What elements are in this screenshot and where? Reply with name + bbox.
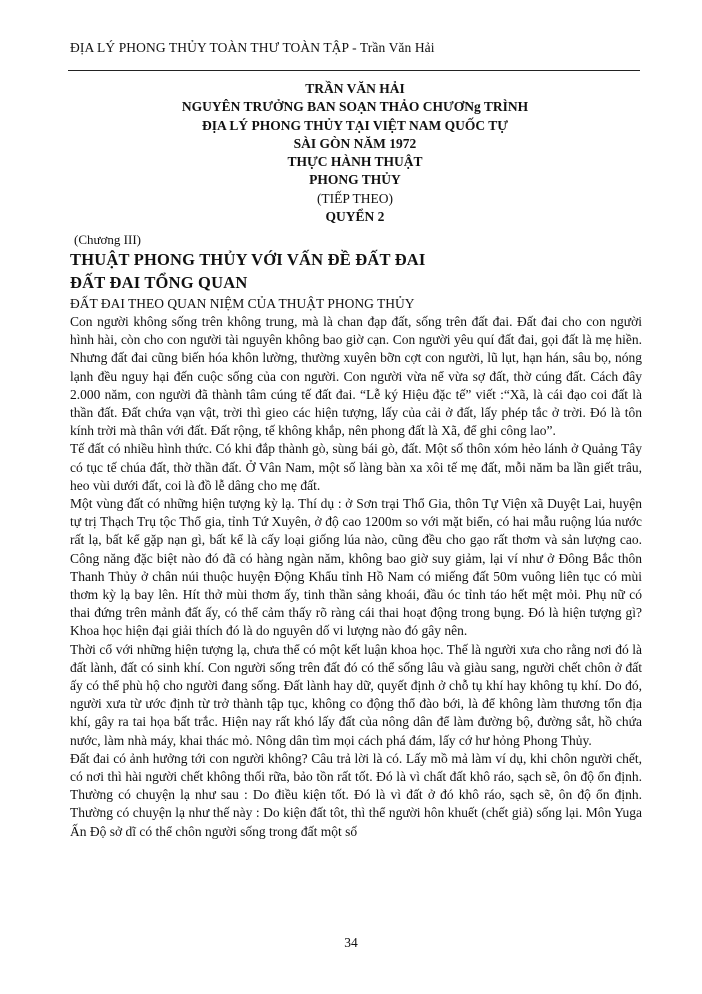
title-line-4: SÀI GÒN NĂM 1972: [293, 135, 417, 151]
chapter-heading: THUẬT PHONG THỦY VỚI VẤN ĐỀ ĐẤT ĐAI: [70, 250, 426, 269]
title-line-7: (TIẾP THEO): [316, 190, 394, 206]
body-text: [70, 313, 642, 841]
subsection-heading: ĐẤT ĐAI THEO QUAN NIỆM CỦA THUẬT PHONG THỦY: [70, 296, 415, 311]
running-header: ĐỊA LÝ PHONG THỦY TOÀN THƯ TOÀN TẬP - Trần Văn Hải: [70, 40, 435, 55]
title-line-5: THỰC HÀNH THUẬT: [287, 154, 423, 170]
page-number: 34: [344, 935, 358, 950]
paragraph: Thời cổ với những hiện tượng lạ, chưa thể có một kết luận khoa học. Thế là người xưa cho rằng nơi đó là đất lành, đất có sinh khí. Con người sống trên đất đó có thể sống lâu và giàu sang, người chết chôn ở đất ấy có thể phù hộ cho người đang sống. Đất lành hay dữ, quyết định ở chỗ tụ khí hay không tụ khí. Do đó, người xưa từ ước định từ trở thành tập tục, không co động thổ đào bới, là để không làm thương tổn địa khí, gây ra tai họa bất trắc. Hiện nay rất khó lấy đất của nông dân để làm đường bộ, đường sắt, hồ chứa nước, làm nhà máy, khai thác mỏ. Nông dân tìm mọi cách phá đám, lấy cớ hư hỏng Phong Thủy.: [70, 641, 642, 748]
paragraph: Một vùng đất có những hiện tượng kỳ lạ. Thí dụ : ở Sơn trại Thổ Gia, thôn Tự Viện xã Duyệt Lai, huyện tự trị Thạch Trụ tộc Thổ gia, tỉnh Tứ Xuyên, ở độ cao 1200m so với mặt biển, có hai mẫu ruộng lúa nước rất lạ, bất kể gặp nạn gì, bất kể là cấy loại giống lúa nào, cũng đều cho gạo rất thơm và sản lượng cao. Công năng đặc biệt nào đó đã có hàng ngàn năm, không bao giờ suy giảm, lại ví như ở Đông Bắc thôn Thanh Thủy ở chân núi thuộc huyện Động Khẩu tỉnh Hồ Nam có miếng đất 50m vuông liên tục có mùi thơm kỳ lạ bay lên. Hít thở mùi thơm ấy, tinh thần sảng khoái, đầu óc tỉnh táo hết mệt mỏi. Phụ nữ có thai đứng trên mảnh đất ấy, có thể cảm thấy rõ ràng cái thai hoạt động trong bụng. Đó là hiện tượng gì? Khoa học hiện đại giải thích đó là do nguyên dố vi lượng nào đó gây nên.: [70, 496, 642, 639]
volume-line: QUYỂN 2: [325, 209, 385, 225]
title-line-2: NGUYÊN TRƯỞNG BAN SOẠN THẢO CHƯƠNg TRÌNH: [181, 99, 529, 115]
title-line-6: PHONG THỦY: [309, 172, 401, 188]
chapter-label: (Chương III): [74, 232, 141, 247]
header-rule: [68, 70, 640, 71]
section-heading: ĐẤT ĐAI TỔNG QUAN: [70, 273, 248, 292]
title-line-3: ĐỊA LÝ PHONG THỦY TẠI VIỆT NAM QUỐC TỰ: [201, 117, 509, 133]
paragraph: Tế đất có nhiều hình thức. Có khi đắp thành gò, sùng bái gò, đất. Một số thôn xóm hẻo lánh ở Quảng Tây có tục tế chúa đất, thờ thần đất. Ở Vân Nam, một số làng bàn xa xôi tế mẹ đất, mỗi năm ba lần giết trâu, heo vùi dưới đất, coi là đồ lễ dâng cho mẹ đất.: [70, 441, 642, 493]
author-line: TRẦN VĂN HẢI: [305, 81, 405, 96]
paragraph: Đất đai có ảnh hưởng tới con người không? Câu trả lời là có. Lấy mồ mả làm ví dụ, khi chôn người chết, có nơi thì hài người chết không thối rữa, bảo tồn rất tốt. Đó là vì chất đất khô ráo, sạch sẽ, ôn độ ổn định. Thường có chuyện lạ như sau : Do điều kiện tốt. Đó là vì đất ở đó khô ráo, sạch sẽ, ôn độ ổn định. Thường có chuyện lạ như thế này : Do kiện đất tôt, thì thể người hôn khuết (chết giả) sống lại. Môn Yuga Ấn Độ sở dĩ có thể chôn người sống trong đất một số: [70, 750, 642, 839]
title-block: [70, 80, 640, 226]
paragraph: Con người không sống trên không trung, mà là chan đạp đất, sống trên đất đai. Đất đai cho con người hình hài, còn cho con người tài nguyên không bao giờ cạn. Con người yêu quí đất đai, gọi đất là mẹ hiền. Nhưng đất đai cũng biến hóa khôn lường, thường xuyên bỡn cợt con người, lũ lụt, hạn hán, sâu bọ, nóng lạnh đều nguy hại đến cuộc sống của con người. Con người vừa nể vừa sợ đất, thờ cúng đất. Cách đây 2.000 năm, con người đã thành tâm cúng tế đất đai. “Lễ ký Hiệu đặc tế” viết :“Xã, là cái đạo coi đất là thần đất. Đất chứa vạn vật, trời thì gieo các hiện tượng, lấy của cải ở đất, lấy phép tắc ở trời. Đó là tôn kính trời mà thân với đất. Đất rộng, tế không khắp, nên phong đất là Xã, để ghi công lao”.: [70, 314, 642, 439]
